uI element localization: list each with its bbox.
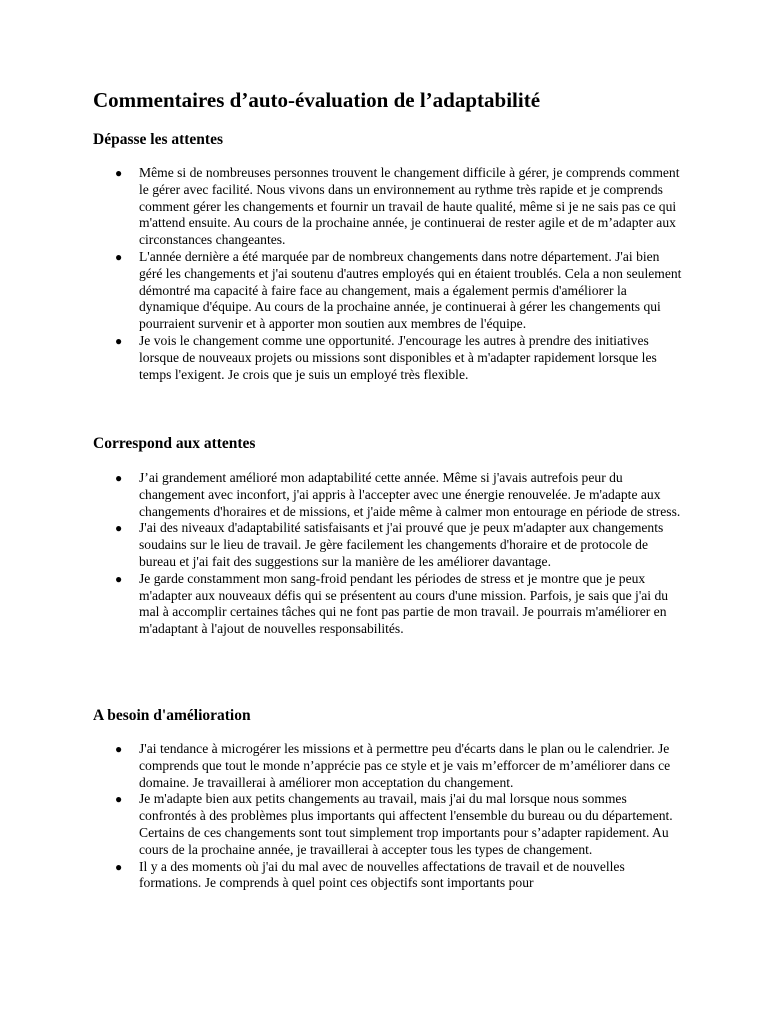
bullet-icon: ● (115, 859, 123, 874)
list-item (93, 333, 683, 383)
item-text: Même si de nombreuses personnes trouvent le changement difficile à gérer, je comprends comment le gérer avec facilité. Nous vivons dans un environnement au rythme très rapide et je comprends comment gérer les changements et fournir un travail de haute qualité, même si je ne sais pas ce qui m'attend ensuite. Au cours de la prochaine année, je continuerai de rester agile et de m’adapter aux circonstances changeantes. (139, 165, 680, 248)
item-text: J’ai grandement amélioré mon adaptabilité cette année. Même si j'avais autrefois peur du changement avec inconfort, j'ai appris à l'accepter avec une énergie renouvelée. Je m'adapte aux changements d'horaires et de missions, et j'aide même à calmer mon entourage en période de stress. (139, 470, 681, 519)
item-text: Je garde constamment mon sang-froid pendant les périodes de stress et je montre que je peux m'adapter aux nouveaux défis qui se présentent au cours d'une mission. Parfois, je sais que j'ai du mal à accomplir certaines tâches qui ne font pas partie de mon travail. Je pourrais m'améliorer en m'adaptant à l'ajout de nouvelles responsabilités. (139, 570, 669, 637)
list-item (93, 249, 683, 333)
item-text: Je m'adapte bien aux petits changements au travail, mais j'ai du mal lorsque nous sommes confrontés à des problèmes plus importants qui affectent l'ensemble du bureau ou du département. Certains de ces changements sont tout simplement trop importants pour s’adapter rapidement. Au cours de la prochaine année, je travaillerai à accepter tous les types de changement. (139, 791, 673, 857)
item-text: L'année dernière a été marquée par de nombreux changements dans notre département. J'ai bien géré les changements et j'ai soutenu d'autres employés qui en étaient troublés. Cela a non seulement démontré ma capacité à faire face au changement, mais a également permis d'améliorer la dynamique d'équipe. Au cours de la prochaine année, je continuerai à gérer les changements qui pourraient survenir et à apporter mon soutien aux membres de l'équipe. (139, 248, 682, 332)
section-heading-needs-improvement: A besoin d'amélioration (93, 707, 251, 724)
list-item (93, 859, 683, 893)
item-text: J'ai tendance à microgérer les missions et à permettre peu d'écarts dans le plan ou le calendrier. Je comprends que tout le monde n’apprécie pas ce style et je vais m’efforcer de m’améliorer dans ce domaine. Je travaillerai à améliorer mon acceptation du changement. (139, 741, 671, 790)
list-item (93, 741, 683, 791)
item-text: J'ai des niveaux d'adaptabilité satisfaisants et j'ai prouvé que je peux m'adapter aux changements soudains sur le lieu de travail. Je gère facilement les changements d'horaire et de protocole de bureau et j'ai fait des suggestions sur la manière de les améliorer davantage. (139, 520, 664, 569)
bullet-icon: ● (115, 333, 123, 348)
section-list-meets (93, 470, 683, 638)
list-item (93, 571, 683, 638)
bullet-icon: ● (115, 521, 123, 536)
section-heading-exceeds: Dépasse les attentes (93, 131, 224, 148)
bullet-icon: ● (115, 166, 123, 180)
list-item (93, 520, 683, 570)
list-item (93, 791, 683, 858)
section-heading-meets: Correspond aux attentes (93, 435, 256, 452)
bullet-icon: ● (115, 471, 123, 485)
bullet-icon: ● (115, 792, 123, 807)
bullet-icon: ● (115, 249, 123, 264)
list-item (93, 470, 683, 520)
item-text: Je vois le changement comme une opportunité. J'encourage les autres à prendre des initiatives lorsque de nouveaux projets ou missions sont disponibles et à m'adapter rapidement lorsque les temps l'exigent. Je crois que je suis un employé très flexible. (139, 332, 657, 382)
item-text: Il y a des moments où j'ai du mal avec de nouvelles affectations de travail et de nouvelles formations. Je comprends à quel point ces objectifs sont importants pour (139, 858, 625, 891)
list-item (93, 165, 683, 249)
section-list-exceeds (93, 165, 683, 383)
bullet-icon: ● (115, 571, 123, 586)
section-list-needs-improvement (93, 741, 683, 892)
bullet-icon: ● (115, 742, 123, 756)
document-title: Commentaires d’auto-évaluation de l’adaptabilité (93, 88, 541, 112)
